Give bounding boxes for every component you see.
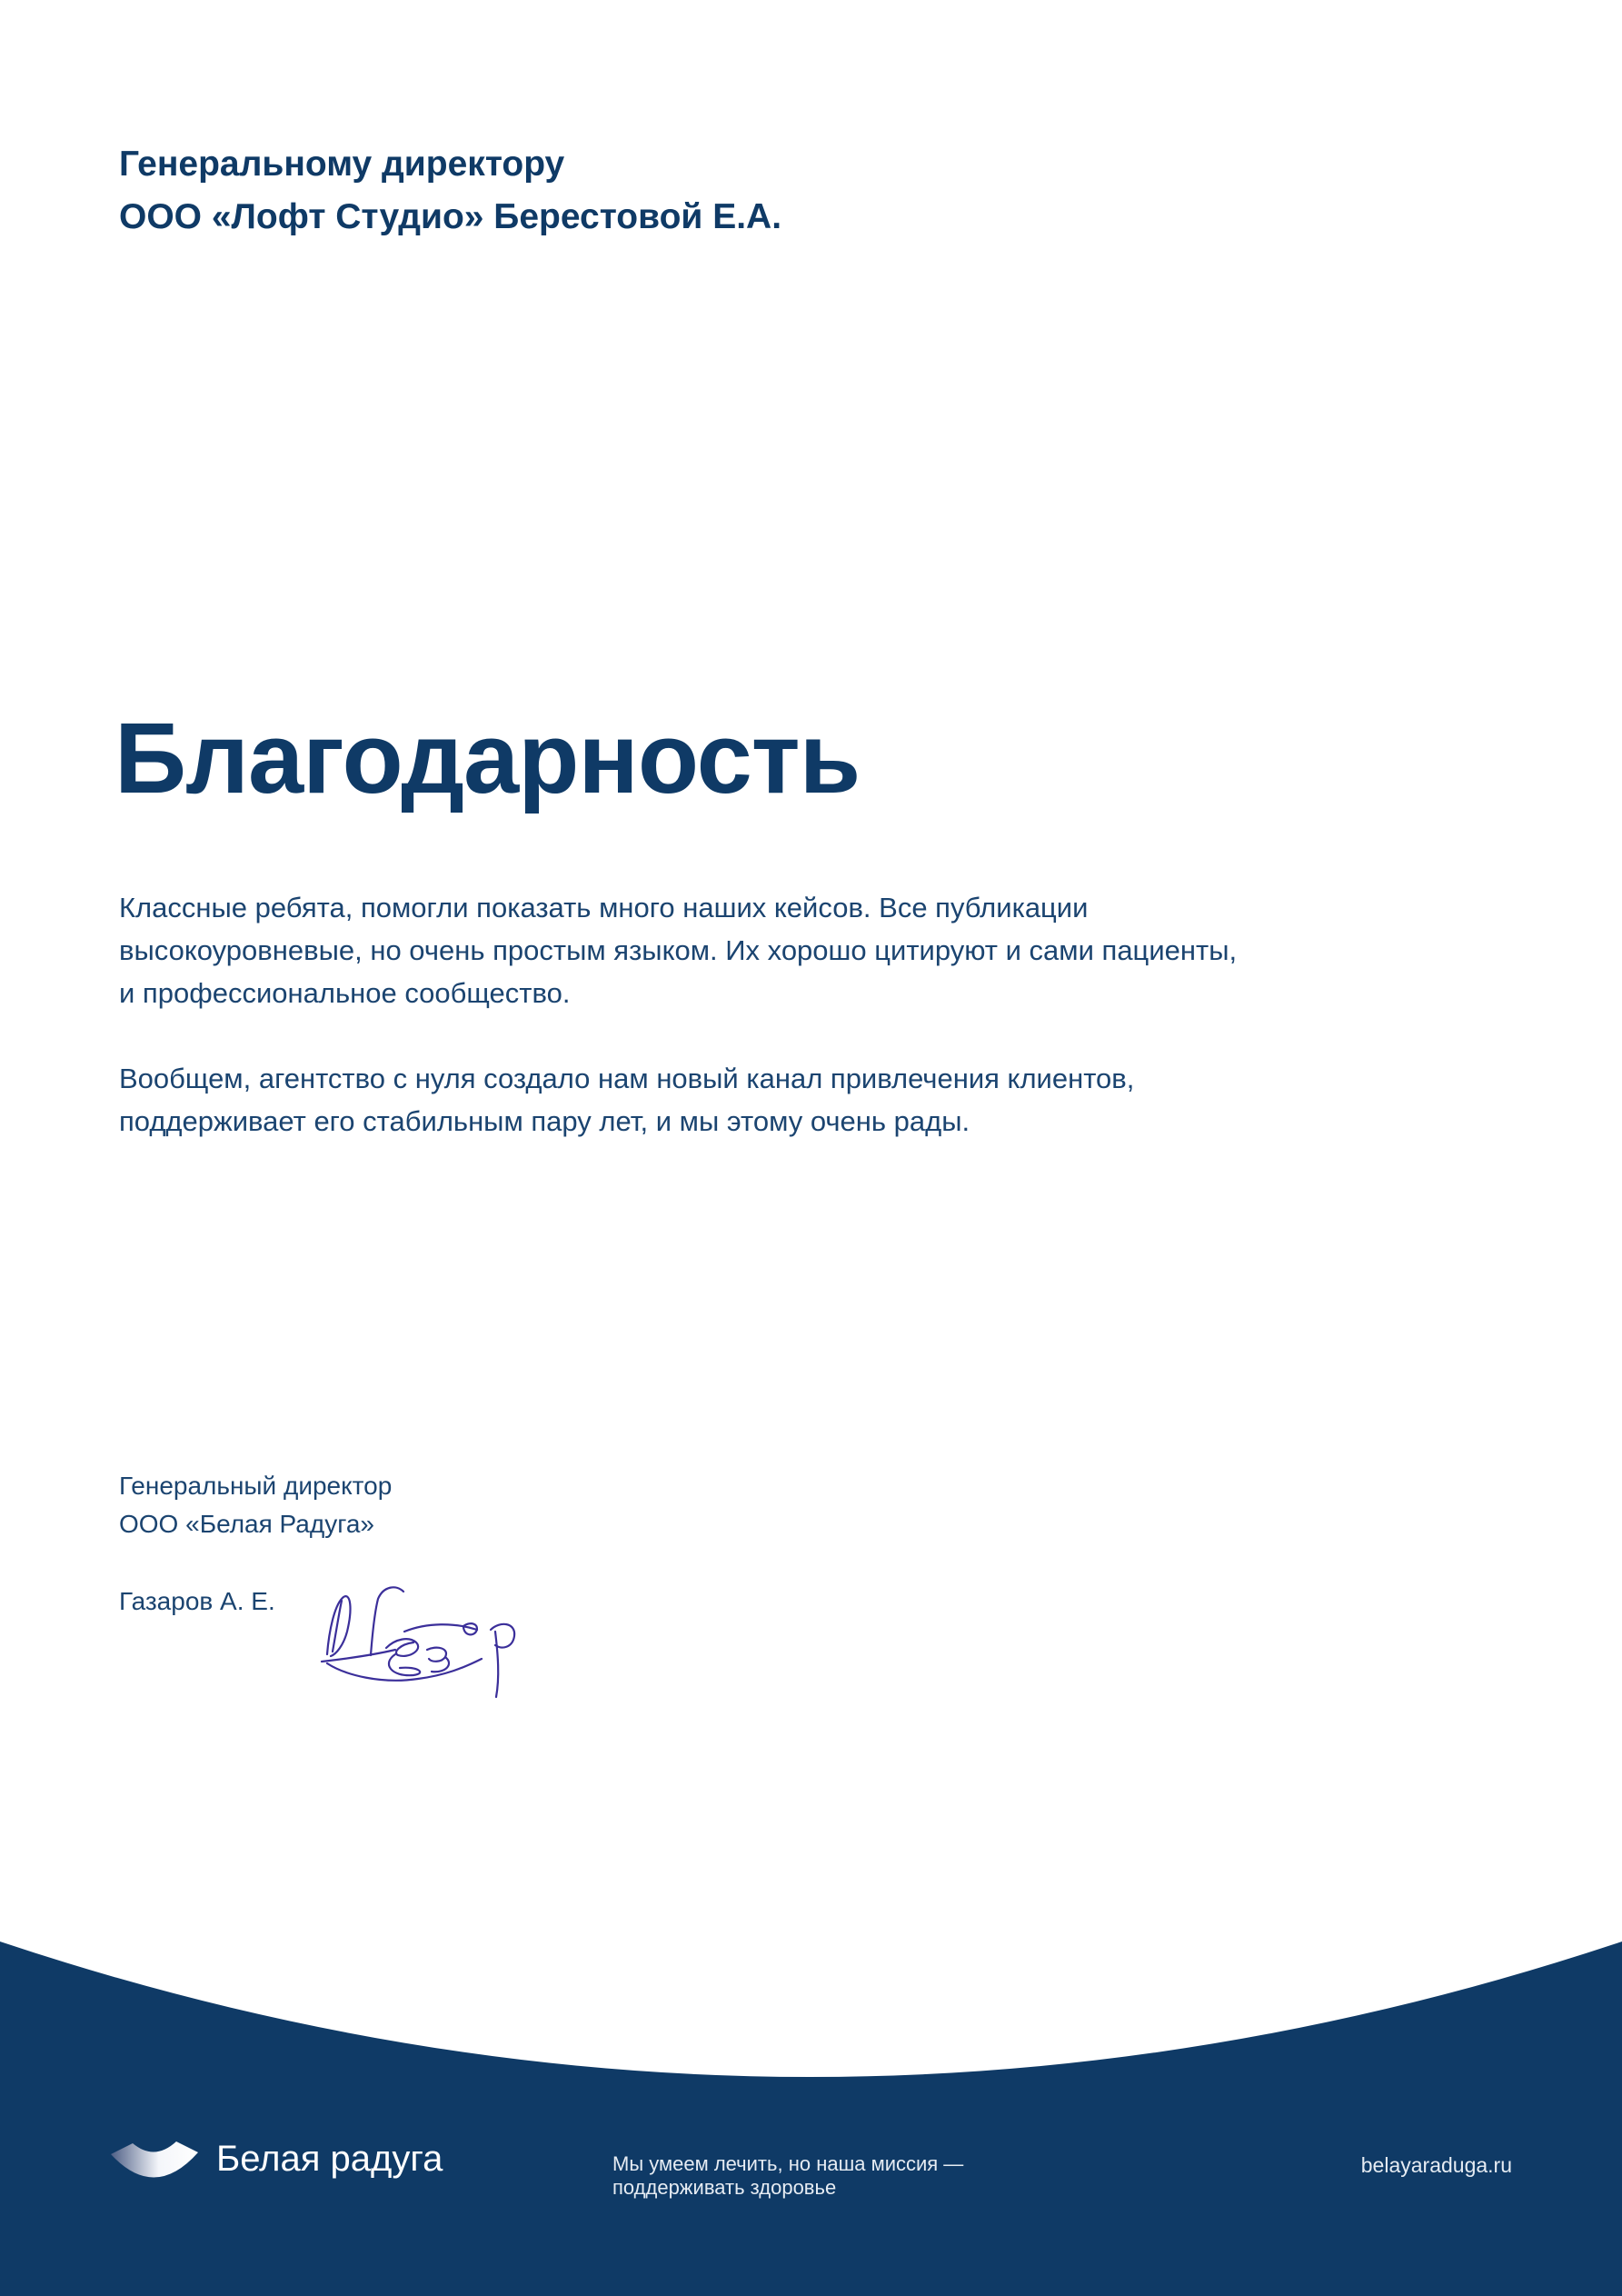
- footer-slogan: [612, 2152, 963, 2200]
- body-line: Классные ребята, помогли показать много наших кейсов. Все публикации: [119, 892, 1089, 923]
- arc-logo-icon: [109, 2138, 200, 2181]
- body-line: и профессиональное сообщество.: [119, 977, 571, 1009]
- footer-website-link[interactable]: belayaraduga.ru: [1360, 2153, 1512, 2177]
- slogan-line: Мы умеем лечить, но наша миссия —: [612, 2152, 964, 2175]
- body-paragraph: [119, 886, 1482, 1014]
- body-line: высокоуровневые, но очень простым языком. Их хорошо цитируют и сами пациенты,: [119, 934, 1238, 966]
- signatory-company: ООО «Белая Радуга»: [119, 1510, 374, 1538]
- recipient-line: ООО «Лофт Студио» Берестовой Е.А.: [119, 197, 782, 236]
- signature-icon: [309, 1568, 545, 1704]
- letter-body: [119, 886, 1482, 1185]
- body-line: Вообщем, агентство с нуля создало нам новый канал привлечения клиентов,: [119, 1063, 1135, 1094]
- body-paragraph: [119, 1057, 1482, 1143]
- recipient-line: Генеральному директору: [119, 145, 565, 184]
- recipient-block: [119, 138, 781, 244]
- signer-name: Газаров А. Е.: [119, 1587, 275, 1615]
- document-title: Благодарность: [114, 703, 861, 814]
- footer-wave-background: [0, 1909, 1622, 2296]
- body-line: поддерживает его стабильным пару лет, и мы этому очень рады.: [119, 1105, 970, 1137]
- signatory-position: [119, 1467, 392, 1543]
- slogan-line: поддерживать здоровье: [612, 2176, 837, 2199]
- signatory-title: Генеральный директор: [119, 1472, 393, 1500]
- footer-brand-name: Белая радуга: [216, 2139, 443, 2179]
